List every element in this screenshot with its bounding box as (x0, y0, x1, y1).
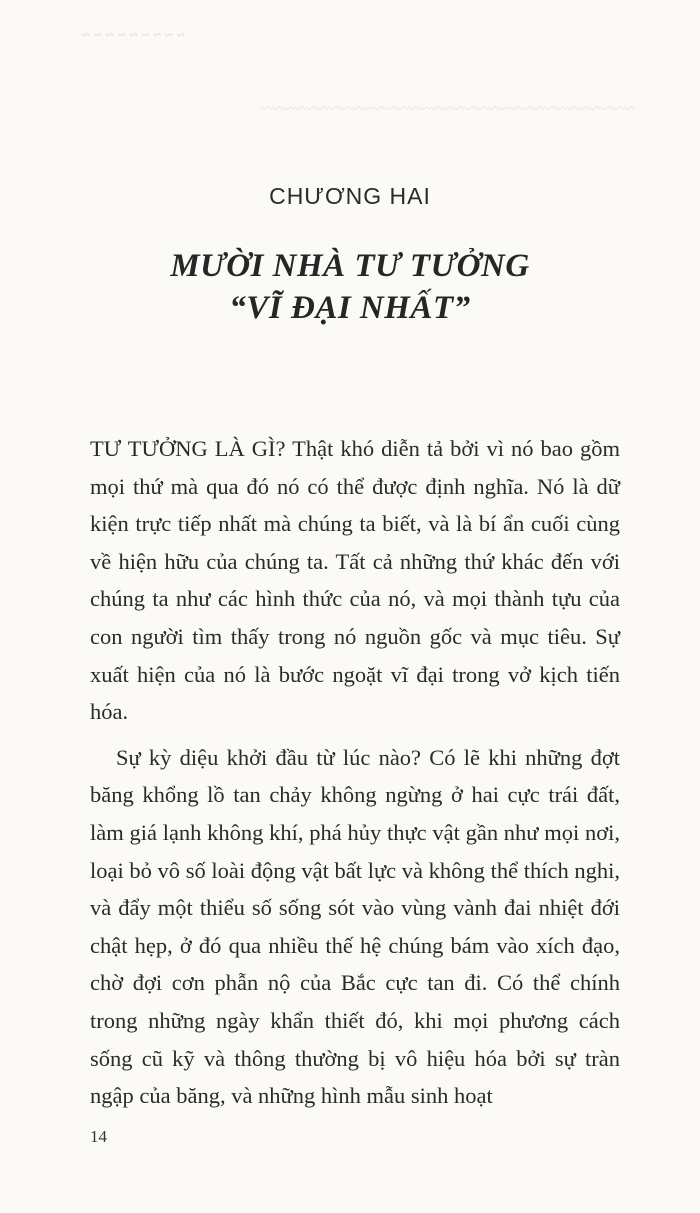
paragraph-2: Sự kỳ diệu khởi đầu từ lúc nào? Có lẽ khi những đợt băng khổng lồ tan chảy không ngừng ở hai cực trái đất, làm giá lạnh không khí, phá hủy thực vật gần như mọi nơi, loại bỏ vô số loài động vật bất lực và không thể thích nghi, và đẩy một thiểu số sống sót vào vùng vành đai nhiệt đới chật hẹp, ở đó qua nhiều thế hệ chúng bám vào xích đạo, chờ đợi cơn phẫn nộ của Bắc cực tan đi. Có thể chính trong những ngày khẩn thiết đó, khi mọi phương cách sống cũ kỹ và thông thường bị vô hiệu hóa bởi sự tràn ngập của băng, và những hình mẫu sinh hoạt (90, 744, 620, 1109)
bleed-through-text: ~~~~~~~~~~~~~~~~~~~~~~~~~~~~~~~~~ (260, 96, 635, 120)
chapter-title-line-1: MƯỜI NHÀ TƯ TƯỞNG (170, 248, 530, 284)
chapter-label: CHƯƠNG HAI (269, 183, 431, 209)
body-text (90, 430, 620, 1115)
chapter-title-line-2: “VĨ ĐẠI NHẤT” (229, 290, 471, 326)
page-number: 14 (90, 1127, 107, 1146)
paragraph-1: TƯ TƯỞNG LÀ GÌ? Thật khó diễn tả bởi vì nó bao gồm mọi thứ mà qua đó nó có thể được định nghĩa. Nó là dữ kiện trực tiếp nhất mà chúng ta biết, và là bí ẩn cuối cùng về hiện hữu của chúng ta. Tất cả những thứ khác đến với chúng ta như các hình thức của nó, và mọi thành tựu của con người tìm thấy trong nó nguồn gốc và mục tiêu. Sự xuất hiện của nó là bước ngoặt vĩ đại trong vở kịch tiến hóa. (90, 436, 620, 725)
bleed-through-running-head: ~ ~ ~ ~ ~ ~ ~ ~ ~ (82, 28, 186, 44)
